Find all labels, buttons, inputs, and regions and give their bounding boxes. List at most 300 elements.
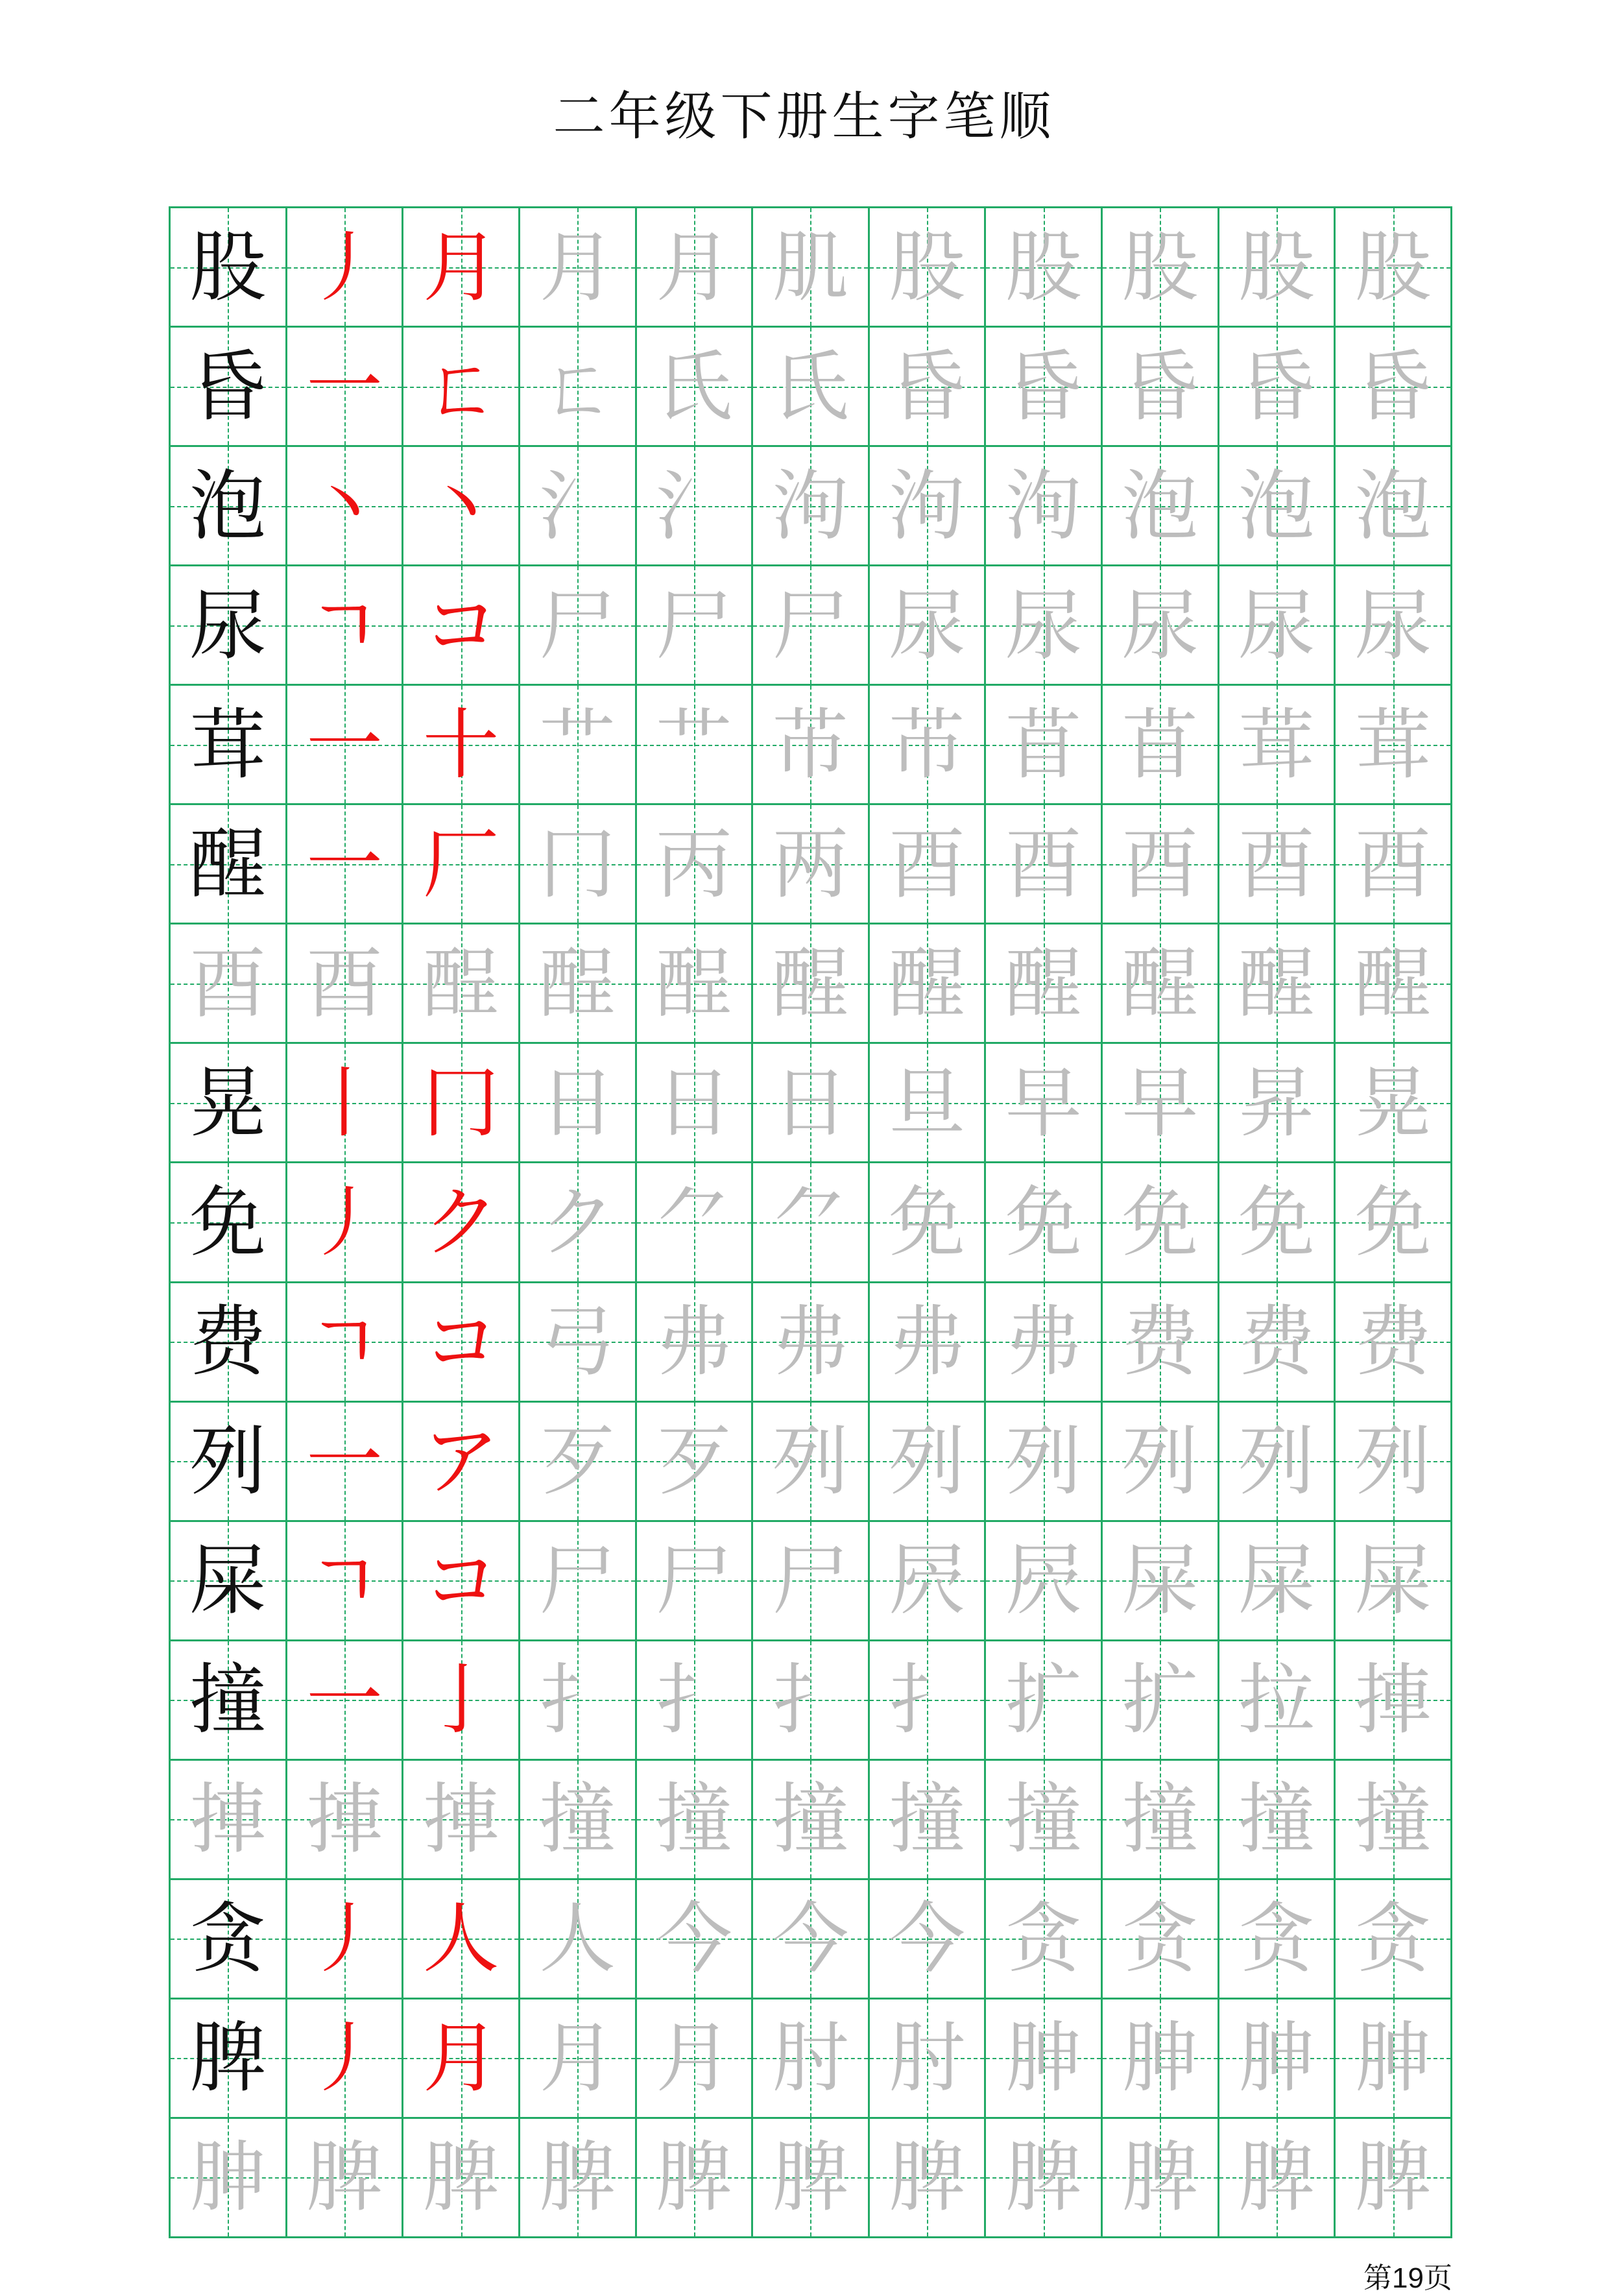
practice-cell bbox=[637, 2119, 754, 2238]
model-character bbox=[171, 1880, 287, 2000]
stroke-glyph: 屄 bbox=[1005, 1536, 1082, 1626]
stroke-glyph: 冂 bbox=[422, 1057, 499, 1148]
practice-cell bbox=[520, 1522, 637, 1641]
model-character bbox=[171, 1163, 287, 1283]
stroke-glyph: 尿 bbox=[1122, 580, 1199, 670]
stroke-glyph: 尿 bbox=[1238, 580, 1315, 670]
stroke-glyph: 芇 bbox=[889, 699, 966, 790]
stroke-glyph: 厂 bbox=[422, 819, 499, 909]
practice-cell bbox=[403, 2000, 520, 2119]
practice-cell bbox=[520, 447, 637, 566]
practice-cell bbox=[403, 1403, 520, 1522]
practice-cell bbox=[1336, 1163, 1452, 1283]
model-glyph: 泡 bbox=[189, 461, 267, 551]
practice-cell bbox=[753, 1163, 870, 1283]
stroke-glyph: 尸 bbox=[539, 1536, 616, 1626]
practice-cell bbox=[287, 1163, 404, 1283]
stroke-glyph: 股 bbox=[889, 222, 966, 312]
stroke-glyph: 泡 bbox=[1354, 461, 1432, 551]
stroke-glyph: 人 bbox=[539, 1894, 616, 1984]
practice-cell bbox=[870, 805, 987, 924]
stroke-glyph: 列 bbox=[1122, 1416, 1199, 1506]
practice-cell bbox=[1336, 2119, 1452, 2238]
stroke-glyph: 脾 bbox=[539, 2133, 616, 2223]
page-number: 第19页 bbox=[1363, 2262, 1452, 2294]
model-glyph: 股 bbox=[189, 222, 267, 312]
practice-cell bbox=[1336, 328, 1452, 447]
stroke-glyph: 昏 bbox=[1005, 341, 1082, 431]
model-glyph: 免 bbox=[189, 1177, 267, 1267]
stroke-glyph: 苜 bbox=[1122, 699, 1199, 790]
practice-cell bbox=[986, 1163, 1103, 1283]
stroke-glyph: 丶 bbox=[306, 461, 383, 551]
stroke-glyph: 捙 bbox=[422, 1774, 499, 1865]
stroke-glyph: 昇 bbox=[1238, 1057, 1315, 1148]
practice-cell bbox=[753, 1761, 870, 1880]
practice-cell bbox=[753, 208, 870, 328]
stroke-glyph: 泃 bbox=[772, 461, 849, 551]
practice-cell bbox=[1219, 1163, 1336, 1283]
practice-cell bbox=[287, 924, 404, 1044]
practice-cell bbox=[986, 447, 1103, 566]
stroke-glyph: 艹 bbox=[655, 699, 732, 790]
practice-cell bbox=[520, 1403, 637, 1522]
stroke-glyph: 免 bbox=[889, 1177, 966, 1267]
stroke-glyph: 酉 bbox=[1354, 819, 1432, 909]
practice-cell bbox=[287, 805, 404, 924]
stroke-glyph: 捙 bbox=[1354, 1655, 1432, 1745]
practice-cell bbox=[1103, 1641, 1219, 1761]
practice-cell bbox=[287, 1522, 404, 1641]
practice-cell bbox=[637, 1403, 754, 1522]
practice-cell bbox=[870, 1522, 987, 1641]
stroke-glyph: 贪 bbox=[1005, 1894, 1082, 1984]
stroke-glyph: 醒 bbox=[772, 938, 849, 1028]
stroke-glyph: 丙 bbox=[655, 819, 732, 909]
stroke-glyph: 股 bbox=[1005, 222, 1082, 312]
practice-cell bbox=[986, 805, 1103, 924]
stroke-glyph: 泡 bbox=[1122, 461, 1199, 551]
practice-cell bbox=[753, 1403, 870, 1522]
practice-cell bbox=[637, 328, 754, 447]
practice-cell bbox=[1103, 447, 1219, 566]
stroke-glyph: 醒 bbox=[1238, 938, 1315, 1028]
stroke-glyph: 免 bbox=[1354, 1177, 1432, 1267]
practice-cell bbox=[870, 2119, 987, 2238]
practice-cell bbox=[171, 924, 287, 1044]
model-glyph: 尿 bbox=[189, 580, 267, 670]
stroke-glyph: 屎 bbox=[1122, 1536, 1199, 1626]
stroke-glyph: 撞 bbox=[1005, 1774, 1082, 1865]
practice-cell bbox=[986, 1880, 1103, 2000]
stroke-glyph: 脾 bbox=[422, 2133, 499, 2223]
stroke-glyph: 今 bbox=[655, 1894, 732, 1984]
model-glyph: 晃 bbox=[189, 1057, 267, 1148]
practice-cell bbox=[1103, 805, 1219, 924]
stroke-glyph: 捙 bbox=[306, 1774, 383, 1865]
practice-cell bbox=[986, 2000, 1103, 2119]
stroke-glyph: 尸 bbox=[772, 580, 849, 670]
stroke-glyph: 丿 bbox=[306, 222, 383, 312]
practice-cell bbox=[520, 686, 637, 805]
page-title: 二年级下册生字笔顺 bbox=[553, 86, 1055, 147]
practice-cell bbox=[870, 924, 987, 1044]
practice-cell bbox=[287, 1880, 404, 2000]
practice-cell bbox=[287, 2119, 404, 2238]
practice-cell bbox=[403, 686, 520, 805]
stroke-glyph: 弗 bbox=[772, 1297, 849, 1387]
practice-cell bbox=[1336, 1403, 1452, 1522]
stroke-glyph: 胂 bbox=[1354, 2013, 1432, 2103]
stroke-glyph: 丶 bbox=[422, 461, 499, 551]
practice-cell bbox=[1103, 2000, 1219, 2119]
practice-cell bbox=[986, 328, 1103, 447]
practice-cell bbox=[753, 328, 870, 447]
stroke-glyph: 弓 bbox=[539, 1297, 616, 1387]
practice-cell bbox=[1219, 1283, 1336, 1403]
stroke-glyph: 酉 bbox=[889, 819, 966, 909]
practice-cell bbox=[986, 1403, 1103, 1522]
practice-cell bbox=[753, 2119, 870, 2238]
practice-cell bbox=[287, 1761, 404, 1880]
stroke-glyph: 氵 bbox=[655, 461, 732, 551]
practice-cell bbox=[1103, 1522, 1219, 1641]
stroke-glyph: 尸 bbox=[655, 1536, 732, 1626]
practice-cell bbox=[520, 208, 637, 328]
stroke-glyph: 扌 bbox=[655, 1655, 732, 1745]
stroke-glyph: 泃 bbox=[889, 461, 966, 551]
stroke-glyph: 捙 bbox=[189, 1774, 267, 1865]
stroke-glyph: 一 bbox=[306, 699, 383, 790]
model-character bbox=[171, 1044, 287, 1163]
model-glyph: 茸 bbox=[189, 699, 267, 790]
stroke-glyph: 屎 bbox=[1354, 1536, 1432, 1626]
practice-cell bbox=[986, 1522, 1103, 1641]
practice-cell bbox=[986, 1044, 1103, 1163]
stroke-glyph: 尿 bbox=[1005, 580, 1082, 670]
model-character bbox=[171, 566, 287, 686]
model-glyph: 列 bbox=[189, 1416, 267, 1506]
practice-cell bbox=[171, 1761, 287, 1880]
practice-cell bbox=[287, 1641, 404, 1761]
stroke-glyph: 丿 bbox=[306, 1894, 383, 1984]
stroke-glyph: 酲 bbox=[655, 938, 732, 1028]
stroke-glyph: 芇 bbox=[772, 699, 849, 790]
model-character bbox=[171, 1522, 287, 1641]
stroke-glyph: 扩 bbox=[1122, 1655, 1199, 1745]
stroke-glyph: 拉 bbox=[1238, 1655, 1315, 1745]
stroke-glyph: 脾 bbox=[1238, 2133, 1315, 2223]
stroke-glyph: 一 bbox=[306, 1655, 383, 1745]
practice-cell bbox=[1336, 686, 1452, 805]
model-character bbox=[171, 1641, 287, 1761]
stroke-glyph: 旦 bbox=[889, 1057, 966, 1148]
stroke-glyph: 股 bbox=[1122, 222, 1199, 312]
practice-cell bbox=[403, 566, 520, 686]
practice-cell bbox=[1219, 1044, 1336, 1163]
stroke-glyph: コ bbox=[422, 1297, 499, 1387]
practice-cell bbox=[1336, 1641, 1452, 1761]
practice-cell bbox=[986, 1641, 1103, 1761]
model-glyph: 撞 bbox=[189, 1655, 267, 1745]
practice-cell bbox=[287, 1283, 404, 1403]
stroke-glyph: 贪 bbox=[1238, 1894, 1315, 1984]
practice-cell bbox=[1219, 447, 1336, 566]
stroke-glyph: 月 bbox=[655, 2013, 732, 2103]
practice-cell bbox=[870, 1641, 987, 1761]
stroke-glyph: 早 bbox=[1005, 1057, 1082, 1148]
model-character bbox=[171, 805, 287, 924]
practice-cell bbox=[287, 2000, 404, 2119]
practice-cell bbox=[520, 805, 637, 924]
practice-cell bbox=[753, 566, 870, 686]
practice-cell bbox=[870, 1403, 987, 1522]
practice-cell bbox=[986, 924, 1103, 1044]
practice-cell bbox=[520, 2119, 637, 2238]
practice-cell bbox=[1103, 328, 1219, 447]
stroke-glyph: 撞 bbox=[1354, 1774, 1432, 1865]
stroke-glyph: 酉 bbox=[306, 938, 383, 1028]
practice-cell bbox=[403, 328, 520, 447]
stroke-glyph: 日 bbox=[539, 1057, 616, 1148]
practice-cell bbox=[403, 1044, 520, 1163]
stroke-glyph: 泃 bbox=[1005, 461, 1082, 551]
stroke-glyph: 免 bbox=[1005, 1177, 1082, 1267]
practice-cell bbox=[1219, 686, 1336, 805]
stroke-glyph: 扌 bbox=[539, 1655, 616, 1745]
stroke-glyph: 扌 bbox=[772, 1655, 849, 1745]
stroke-glyph: 肘 bbox=[889, 2013, 966, 2103]
stroke-glyph: 撞 bbox=[655, 1774, 732, 1865]
stroke-glyph: ㄱ bbox=[307, 580, 381, 670]
stroke-glyph: 列 bbox=[889, 1416, 966, 1506]
stroke-glyph: 昏 bbox=[889, 341, 966, 431]
practice-cell bbox=[870, 447, 987, 566]
stroke-glyph: 酉 bbox=[1238, 819, 1315, 909]
stroke-glyph: 一 bbox=[306, 341, 383, 431]
practice-cell bbox=[753, 1641, 870, 1761]
practice-cell bbox=[403, 1522, 520, 1641]
stroke-glyph: ク bbox=[539, 1177, 616, 1267]
practice-cell bbox=[403, 1163, 520, 1283]
model-character bbox=[171, 328, 287, 447]
practice-cell bbox=[403, 1880, 520, 2000]
practice-cell bbox=[1336, 1283, 1452, 1403]
practice-cell bbox=[1336, 208, 1452, 328]
stroke-glyph: 十 bbox=[422, 699, 499, 790]
practice-cell bbox=[1219, 1880, 1336, 2000]
practice-cell bbox=[287, 328, 404, 447]
stroke-glyph: 脾 bbox=[1122, 2133, 1199, 2223]
stroke-glyph: 弗 bbox=[655, 1297, 732, 1387]
practice-cell bbox=[287, 447, 404, 566]
practice-cell bbox=[1336, 2000, 1452, 2119]
stroke-glyph: 日 bbox=[655, 1057, 732, 1148]
stroke-glyph: 脾 bbox=[306, 2133, 383, 2223]
stroke-glyph: 撞 bbox=[539, 1774, 616, 1865]
practice-cell bbox=[753, 1044, 870, 1163]
stroke-glyph: 尸 bbox=[539, 580, 616, 670]
stroke-glyph: ア bbox=[422, 1416, 499, 1506]
practice-cell bbox=[637, 2000, 754, 2119]
practice-cell bbox=[753, 924, 870, 1044]
model-glyph: 昏 bbox=[189, 341, 267, 431]
practice-cell bbox=[520, 1163, 637, 1283]
practice-cell bbox=[986, 1283, 1103, 1403]
stroke-glyph: ク bbox=[422, 1177, 499, 1267]
practice-cell bbox=[753, 1522, 870, 1641]
stroke-glyph: 人 bbox=[422, 1894, 499, 1984]
practice-cell bbox=[1219, 1522, 1336, 1641]
stroke-glyph: 股 bbox=[1354, 222, 1432, 312]
stroke-glyph: 脾 bbox=[1005, 2133, 1082, 2223]
practice-cell bbox=[1103, 1761, 1219, 1880]
stroke-glyph: 今 bbox=[772, 1894, 849, 1984]
stroke-glyph: 氏 bbox=[772, 341, 849, 431]
practice-cell bbox=[520, 328, 637, 447]
stroke-glyph: 贪 bbox=[1354, 1894, 1432, 1984]
model-character bbox=[171, 1283, 287, 1403]
stroke-glyph: 酉 bbox=[189, 938, 267, 1028]
stroke-glyph: 冂 bbox=[539, 819, 616, 909]
practice-cell bbox=[637, 686, 754, 805]
stroke-glyph: 尸 bbox=[772, 1536, 849, 1626]
practice-cell bbox=[753, 686, 870, 805]
practice-cell bbox=[1219, 1641, 1336, 1761]
stroke-glyph: 费 bbox=[1238, 1297, 1315, 1387]
stroke-glyph: 苜 bbox=[1005, 699, 1082, 790]
practice-cell bbox=[870, 328, 987, 447]
model-glyph: 屎 bbox=[189, 1536, 267, 1626]
model-character bbox=[171, 686, 287, 805]
practice-cell bbox=[520, 1880, 637, 2000]
stroke-glyph: 脾 bbox=[655, 2133, 732, 2223]
stroke-glyph: 晃 bbox=[1354, 1057, 1432, 1148]
model-character bbox=[171, 1403, 287, 1522]
practice-cell bbox=[637, 1761, 754, 1880]
stroke-glyph: 撞 bbox=[1122, 1774, 1199, 1865]
practice-cell bbox=[1219, 805, 1336, 924]
stroke-glyph: 脾 bbox=[1354, 2133, 1432, 2223]
stroke-glyph: 撞 bbox=[889, 1774, 966, 1865]
practice-cell bbox=[986, 686, 1103, 805]
practice-cell bbox=[986, 2119, 1103, 2238]
practice-cell bbox=[637, 1044, 754, 1163]
practice-cell bbox=[171, 2119, 287, 2238]
stroke-glyph: 月 bbox=[422, 2013, 499, 2103]
practice-cell bbox=[637, 1522, 754, 1641]
stroke-glyph: 胂 bbox=[1005, 2013, 1082, 2103]
stroke-glyph: 艹 bbox=[539, 699, 616, 790]
stroke-glyph: 昏 bbox=[1238, 341, 1315, 431]
practice-cell bbox=[520, 566, 637, 686]
stroke-glyph: 胂 bbox=[1238, 2013, 1315, 2103]
stroke-glyph: 月 bbox=[655, 222, 732, 312]
stroke-glyph: 列 bbox=[1005, 1416, 1082, 1506]
stroke-glyph: 醒 bbox=[1122, 938, 1199, 1028]
stroke-glyph: 免 bbox=[1238, 1177, 1315, 1267]
stroke-glyph: 醒 bbox=[889, 938, 966, 1028]
stroke-glyph: 一 bbox=[306, 1416, 383, 1506]
practice-cell bbox=[403, 208, 520, 328]
stroke-glyph: 扌 bbox=[889, 1655, 966, 1745]
model-glyph: 费 bbox=[189, 1297, 267, 1387]
stroke-glyph: 撞 bbox=[1238, 1774, 1315, 1865]
practice-cell bbox=[637, 1641, 754, 1761]
practice-cell bbox=[870, 566, 987, 686]
practice-cell bbox=[1336, 1880, 1452, 2000]
practice-cell bbox=[520, 1641, 637, 1761]
practice-cell bbox=[403, 1761, 520, 1880]
practice-cell bbox=[753, 1283, 870, 1403]
stroke-glyph: 丿 bbox=[306, 1177, 383, 1267]
stroke-glyph: 列 bbox=[772, 1416, 849, 1506]
practice-cell bbox=[403, 1283, 520, 1403]
practice-cell bbox=[637, 447, 754, 566]
stroke-order-grid bbox=[169, 206, 1452, 2238]
practice-cell bbox=[870, 1163, 987, 1283]
practice-cell bbox=[1336, 1761, 1452, 1880]
practice-cell bbox=[1336, 566, 1452, 686]
stroke-glyph: 尸 bbox=[655, 580, 732, 670]
practice-cell bbox=[1336, 1522, 1452, 1641]
practice-cell bbox=[403, 924, 520, 1044]
stroke-glyph: ㄱ bbox=[307, 1297, 381, 1387]
practice-cell bbox=[1103, 566, 1219, 686]
model-character bbox=[171, 208, 287, 328]
stroke-glyph: 一 bbox=[306, 819, 383, 909]
practice-cell bbox=[870, 1880, 987, 2000]
stroke-glyph: 醒 bbox=[1005, 938, 1082, 1028]
stroke-glyph: ⺈ bbox=[772, 1177, 849, 1267]
practice-cell bbox=[1219, 208, 1336, 328]
practice-cell bbox=[287, 1403, 404, 1522]
practice-cell bbox=[520, 2000, 637, 2119]
model-character bbox=[171, 447, 287, 566]
stroke-glyph: 今 bbox=[889, 1894, 966, 1984]
stroke-glyph: 费 bbox=[1122, 1297, 1199, 1387]
stroke-glyph: 丨 bbox=[306, 1057, 383, 1148]
practice-cell bbox=[986, 1761, 1103, 1880]
stroke-glyph: 贪 bbox=[1122, 1894, 1199, 1984]
practice-cell bbox=[870, 686, 987, 805]
stroke-glyph: 肌 bbox=[772, 222, 849, 312]
stroke-glyph: 昏 bbox=[1354, 341, 1432, 431]
practice-cell bbox=[637, 1163, 754, 1283]
practice-cell bbox=[287, 686, 404, 805]
practice-cell bbox=[520, 1044, 637, 1163]
practice-cell bbox=[753, 1880, 870, 2000]
model-glyph: 贪 bbox=[189, 1894, 267, 1984]
practice-cell bbox=[1219, 1403, 1336, 1522]
stroke-glyph: ㄈ bbox=[539, 341, 616, 431]
practice-cell bbox=[287, 208, 404, 328]
practice-cell bbox=[753, 2000, 870, 2119]
practice-cell bbox=[637, 1880, 754, 2000]
stroke-glyph: 昏 bbox=[1122, 341, 1199, 431]
practice-cell bbox=[1103, 924, 1219, 1044]
practice-cell bbox=[1219, 924, 1336, 1044]
practice-cell bbox=[403, 805, 520, 924]
stroke-glyph: 亅 bbox=[422, 1655, 499, 1745]
practice-cell bbox=[1103, 1880, 1219, 2000]
stroke-glyph: 列 bbox=[1354, 1416, 1432, 1506]
practice-cell bbox=[1336, 924, 1452, 1044]
stroke-glyph: コ bbox=[422, 580, 499, 670]
practice-cell bbox=[1219, 2119, 1336, 2238]
stroke-glyph: 早 bbox=[1122, 1057, 1199, 1148]
stroke-glyph: 泡 bbox=[1238, 461, 1315, 551]
